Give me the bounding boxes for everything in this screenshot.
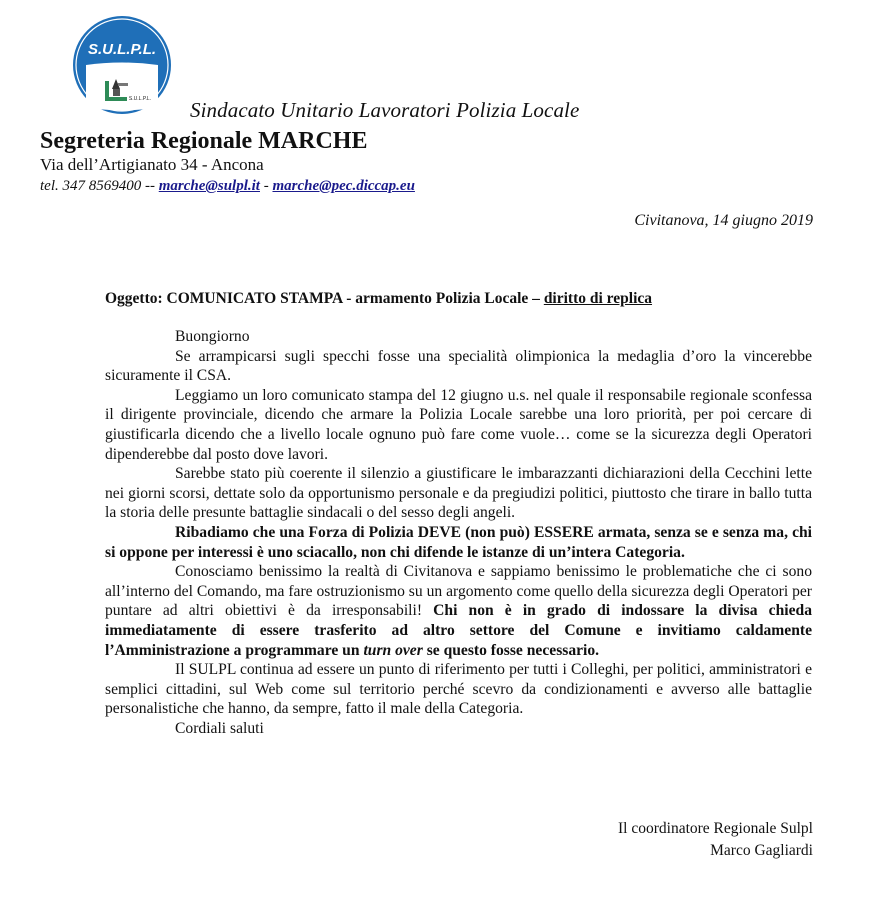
signature-role: Il coordinatore Regionale Sulpl [618,820,813,837]
greeting: Buongiorno [175,328,250,345]
paragraph-3: Sarebbe stato più coerente il silenzio a giustificare le imbarazzanti dichiarazioni della Cecchini lette nei giorni scorsi, dettate solo da opportunismo personale e da pregiudizi politici, piuttosto che tirare in ballo tutta la storia delle presunte battaglie sindacali o del sesso degli angeli. [105,465,812,522]
logo-small-text: S.U.L.P.L. [128,96,152,102]
sulpl-logo [72,15,172,115]
paragraph-5-text: Conosciamo benissimo la realtà di Civitanova e sappiamo benissimo le problematiche che ci sono all’interno del Comando, ma fare ostruzionismo su un argomento come quello della sicurezza degli Operatori per puntare ad altri obiettivi è da irresponsabili! [105,563,812,620]
paragraph-5-bold-italic: turn over [363,641,423,659]
paragraph-4-bold: Ribadiamo che una Forza di Polizia DEVE (non può) ESSERE armata, senza se e senza ma, chi si oppone per interessi è uno sciacallo, non chi difende le istanze di un’intera Categoria. [105,523,812,561]
paragraph-1: Se arrampicarsi sugli specchi fosse una specialità olimpionica la medaglia d’oro la vincerebbe sicuramente il CSA. [105,347,812,385]
address: Via dell’Artigianato 34 - Ancona [40,155,264,174]
signature-block [618,818,813,862]
office-title: Segreteria Regionale MARCHE [40,128,368,154]
subject-prefix: Oggetto: COMUNICATO STAMPA - armamento Polizia Locale – [105,290,544,307]
letter-body [105,327,812,738]
organization-name: Sindacato Unitario Lavoratori Polizia Locale [190,98,580,122]
paragraph-5-bold: Chi non è in grado di indossare la divisa chieda immediatamente di essere trasferito ad altro settore del Comune e invitiamo caldamente l’Amministrazione a programmare un [105,602,812,659]
paragraph-5-bold-end: se questo fosse necessario. [422,641,600,659]
paragraph-2: Leggiamo un loro comunicato stampa del 12 giugno u.s. nel quale il responsabile regionale sconfessa il dirigente provinciale, dicendo che armare la Polizia Locale sarebbe una loro priorità, per poi cercare di giustificarla dicendo che a livello locale ognuno può fare come vuole… come se la sicurezza degli Operatori dipenderebbe dal posto dove lavori. [105,386,812,463]
paragraph-5 [105,562,812,660]
signature-name: Marco Gagliardi [710,842,813,859]
subject-line [105,290,652,308]
paragraph-6: Il SULPL continua ad essere un punto di riferimento per tutti i Colleghi, per politici, amministratori e semplici cittadini, sul Web come sul territorio perché scevro da condizionamenti e avverso alle battaglie personalistiche che hanno, da sempre, fatto il male della Categoria. [105,661,812,718]
contact-separator: - [259,178,273,194]
email-link-pec[interactable]: marche@pec.diccap.eu [272,178,415,194]
contact-line [40,178,415,195]
subject-underlined: diritto di replica [543,290,653,307]
logo-text: S.U.L.P.L. [87,41,157,58]
phone-number: tel. 347 8569400 -- [40,178,159,194]
place-date: Civitanova, 14 giugno 2019 [634,212,813,229]
email-link-sulpl[interactable]: marche@sulpl.it [158,178,260,194]
closing: Cordiali saluti [175,719,264,737]
